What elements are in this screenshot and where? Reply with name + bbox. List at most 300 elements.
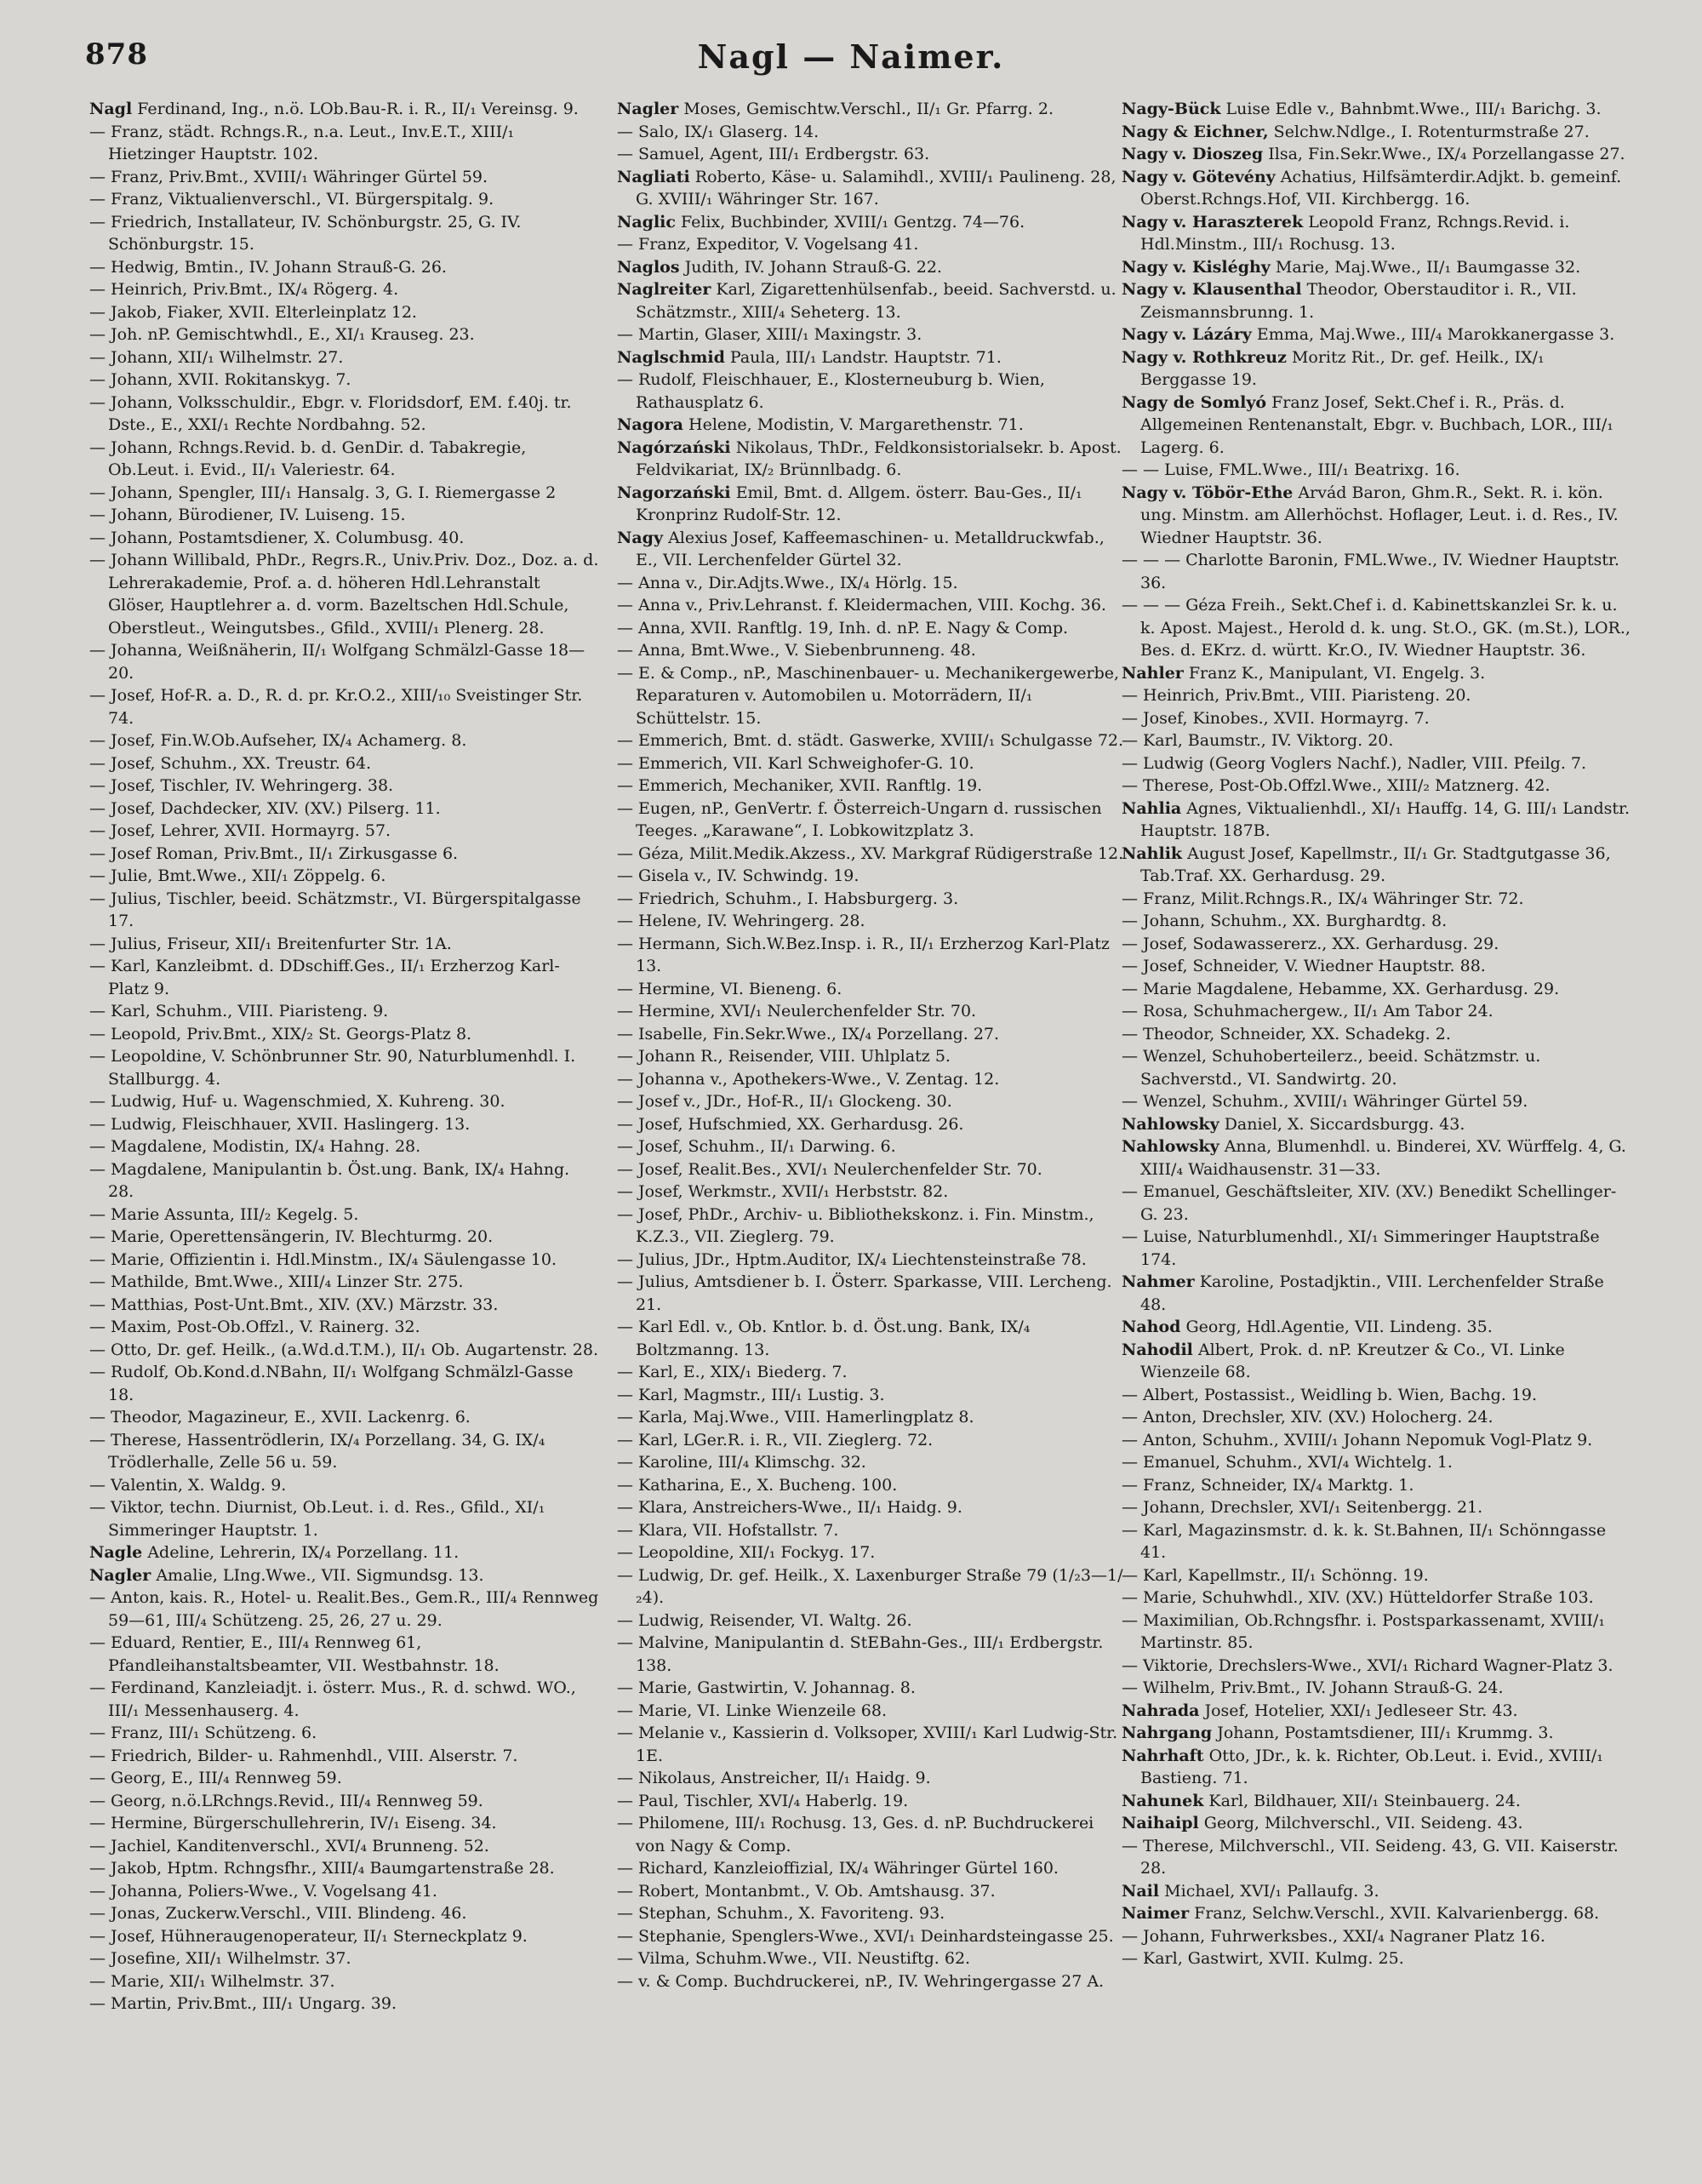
entry-text: — Nikolaus, Anstreicher, II/₁ Haidg. 9. — [617, 1769, 931, 1787]
entry-text: — Josef, Werkmstr., XVII/₁ Herbststr. 82. — [617, 1182, 949, 1201]
entry-surname: Nagy v. Götevény — [1122, 167, 1276, 186]
entry-text: Moses, Gemischtw.Verschl., II/₁ Gr. Pfarrg. 2. — [683, 100, 1054, 118]
entry-text: — Marie Assunta, III/₂ Kegelg. 5. — [89, 1204, 359, 1224]
entry-text: — Rudolf, Fleischhauer, E., Klosterneuburg b. Wien, Rathausplatz 6. — [617, 370, 1045, 412]
entry-text: — Heinrich, Priv.Bmt., IX/₄ Rögerg. 4. — [89, 280, 399, 299]
entry-text: Arvád Baron, Ghm.R., Sekt. R. i. kön. ung. Minstm. am Allerhöchst. Hoflager, Leut. i. d. Res., IV. Wiedner Hauptstr. 36. — [1140, 483, 1619, 547]
directory-entry — [89, 1857, 600, 1880]
directory-entry — [1122, 1677, 1632, 1700]
entry-text: — Johann, Rchngs.Revid. b. d. GenDir. d. Tabakregie, Ob.Leut. i. Evid., II/₁ Valeriestr. 64. — [89, 437, 527, 479]
entry-text: Albert, Prok. d. nP. Kreutzer & Co., VI. Linke Wienzeile 68. — [1140, 1340, 1565, 1381]
entry-text: — Philomene, III/₁ Rochusg. 13, Ges. d. nP. Buchdruckerei von Nagy & Comp. — [617, 1814, 1094, 1855]
entry-text: — Franz, III/₁ Schützeng. 6. — [89, 1724, 317, 1742]
directory-entry — [1122, 1722, 1632, 1745]
entry-text: Karoline, Postadjktin., VIII. Lerchenfelder Straße 48. — [1140, 1272, 1604, 1314]
entry-text: Anna, Blumenhdl. u. Binderei, XV. Würffelg. 4, G. XIII/₄ Waidhausenstr. 31—33. — [1140, 1137, 1626, 1179]
directory-entry — [617, 98, 1128, 121]
entry-text: — Josefine, XII/₁ Wilhelmstr. 37. — [89, 1949, 351, 1968]
directory-entry — [1122, 278, 1632, 323]
directory-entry — [89, 323, 600, 346]
directory-entry — [89, 1474, 600, 1497]
entry-surname: Naglschmid — [617, 347, 725, 367]
directory-entry — [617, 572, 1128, 595]
entry-text: — Georg, n.ö.LRchngs.Revid., III/₄ Rennweg 59. — [89, 1791, 483, 1810]
entry-text: Emma, Maj.Wwe., III/₄ Marokkanergasse 3. — [1256, 325, 1615, 344]
directory-entry — [1122, 1090, 1632, 1113]
entry-text: — Mathilde, Bmt.Wwe., XIII/₄ Linzer Str. 275. — [89, 1272, 464, 1291]
directory-entry — [89, 1113, 600, 1136]
directory-entry — [1122, 1226, 1632, 1271]
entry-text: — E. & Comp., nP., Maschinenbauer- u. Mechanikergewerbe, Reparaturen v. Automobilen u. Motorrädern, II/₁ Schüttelstr. 15. — [617, 663, 1120, 728]
directory-entry — [1122, 729, 1632, 752]
entry-text: Helene, Modistin, V. Margarethenstr. 71. — [688, 415, 1024, 434]
directory-entry — [1122, 1429, 1632, 1452]
directory-entry — [89, 98, 600, 121]
entry-text: — Paul, Tischler, XVI/₄ Haberlg. 19. — [617, 1791, 909, 1810]
directory-entry — [89, 1925, 600, 1948]
directory-entry — [89, 1496, 600, 1541]
directory-entry — [617, 369, 1128, 414]
directory-entry — [617, 256, 1128, 279]
directory-entry — [1122, 1406, 1632, 1429]
directory-entry — [1122, 775, 1632, 798]
directory-entry — [89, 346, 600, 369]
directory-entry — [617, 211, 1128, 234]
entry-text: — Julius, Tischler, beeid. Schätzmstr., VI. Bürgerspitalgasse 17. — [89, 889, 581, 930]
directory-entry — [617, 233, 1128, 256]
entry-text: — Leopold, Priv.Bmt., XIX/₂ St. Georgs-Platz 8. — [89, 1024, 472, 1043]
directory-entry — [617, 121, 1128, 144]
entry-surname: Nagy v. Dioszeg — [1122, 145, 1264, 163]
entry-text: — Anton, Drechsler, XIV. (XV.) Holocherg. 24. — [1122, 1408, 1494, 1426]
entry-text: — Karl, LGer.R. i. R., VII. Zieglerg. 72. — [617, 1430, 934, 1449]
entry-text: — Marie, VI. Linke Wienzeile 68. — [617, 1701, 887, 1720]
directory-entry — [89, 1677, 600, 1722]
entry-surname: Nahodil — [1122, 1340, 1193, 1359]
entry-text: Franz, Selchw.Verschl., XVII. Kalvarienbergg. 68. — [1194, 1904, 1600, 1923]
entry-text: — Hermann, Sich.W.Bez.Insp. i. R., II/₁ Erzherzog Karl-Platz 13. — [617, 934, 1110, 975]
entry-text: — Franz, Viktualienverschl., VI. Bürgerspitalg. 9. — [89, 190, 494, 209]
entry-text: — Eduard, Rentier, E., III/₄ Rennweg 61, Pfandleihanstaltsbeamter, VII. Westbahnstr. 18. — [89, 1633, 500, 1675]
entry-text: — Therese, Post-Ob.Offzl.Wwe., XIII/₂ Matznerg. 42. — [1122, 776, 1551, 795]
directory-entry — [89, 1023, 600, 1046]
directory-entry — [1122, 1135, 1632, 1181]
directory-entry — [1122, 910, 1632, 933]
directory-entry — [89, 1587, 600, 1632]
directory-entry — [89, 1000, 600, 1023]
entry-text: — Robert, Montanbmt., V. Ob. Amtshausg. 37. — [617, 1881, 996, 1901]
entry-text: — Viktorie, Drechslers-Wwe., XVI/₁ Richard Wagner-Platz 3. — [1122, 1655, 1613, 1675]
entry-surname: Nagy v. Lázáry — [1122, 325, 1252, 344]
entry-surname: Nahod — [1122, 1318, 1181, 1336]
entry-text: — Maximilian, Ob.Rchngsfhr. i. Postsparkassenamt, XVIII/₁ Martinstr. 85. — [1122, 1610, 1605, 1652]
directory-entry — [1122, 1496, 1632, 1519]
directory-entry — [89, 820, 600, 843]
entry-text: — Hermine, XVI/₁ Neulerchenfelder Str. 70. — [617, 1002, 977, 1021]
entry-text: — Josef, Lehrer, XVII. Hormayrg. 57. — [89, 821, 391, 840]
entry-text: Adeline, Lehrerin, IX/₄ Porzellang. 11. — [147, 1543, 460, 1562]
entry-text: — Johann, Schuhm., XX. Burghardtg. 8. — [1122, 912, 1448, 930]
entry-text: — Josef, Schneider, V. Wiedner Hauptstr. 88. — [1122, 957, 1486, 975]
directory-entry — [617, 1767, 1128, 1790]
directory-entry — [617, 1068, 1128, 1091]
entry-text: — Emmerich, VII. Karl Schweighofer-G. 10. — [617, 753, 974, 773]
entry-surname: Nagy v. Haraszterek — [1122, 212, 1304, 232]
entry-text: — Johann, Drechsler, XVI/₁ Seitenbergg. 21. — [1122, 1498, 1483, 1517]
entry-text: — Johann, Postamtsdiener, X. Columbusg. 40. — [89, 528, 465, 547]
directory-entry — [1122, 1745, 1632, 1790]
directory-entry — [89, 482, 600, 505]
entry-text: — Emanuel, Geschäftsleiter, XIV. (XV.) Benedikt Schellinger-G. 23. — [1122, 1182, 1617, 1224]
directory-entry — [617, 1812, 1128, 1857]
entry-text: — Emmerich, Bmt. d. städt. Gaswerke, XVIII/₁ Schulgasse 72. — [617, 731, 1124, 750]
directory-entry — [1122, 211, 1632, 256]
entry-text: Otto, JDr., k. k. Richter, Ob.Leut. i. Evid., XVIII/₁ Bastieng. 71. — [1140, 1746, 1603, 1787]
directory-entry — [1122, 1271, 1632, 1316]
entry-text: — Anna v., Priv.Lehranst. f. Kleidermachen, VIII. Kochg. 36. — [617, 596, 1106, 615]
directory-entry — [89, 684, 600, 729]
directory-entry — [617, 1970, 1128, 1993]
entry-text: — Katharina, E., X. Bucheng. 100. — [617, 1475, 898, 1495]
directory-entry — [89, 843, 600, 866]
entry-surname: Nagler — [617, 100, 679, 118]
entry-text: Nikolaus, ThDr., Feldkonsistorialsekr. b. Apost. Feldvikariat, IX/₂ Brünnlbadg. 6. — [636, 437, 1122, 479]
entry-text: — Friedrich, Bilder- u. Rahmenhdl., VIII. Alserstr. 7. — [89, 1746, 518, 1765]
directory-entry — [1122, 1000, 1632, 1023]
directory-entry — [617, 1541, 1128, 1564]
directory-entry — [617, 143, 1128, 166]
entry-text: — Franz, Schneider, IX/₄ Marktg. 1. — [1122, 1475, 1414, 1495]
entry-text: — v. & Comp. Buchdruckerei, nP., IV. Wehringergasse 27 A. — [617, 1971, 1105, 1991]
directory-entry — [617, 1271, 1128, 1316]
entry-surname: Nagórzański — [617, 437, 731, 457]
entry-text: — Josef Roman, Priv.Bmt., II/₁ Zirkusgasse 6. — [89, 843, 459, 863]
entry-text: — Karl, Magazinsmstr. d. k. k. St.Bahnen, II/₁ Schönngasse 41. — [1122, 1520, 1607, 1562]
directory-entry — [1122, 1384, 1632, 1407]
directory-entry — [1122, 662, 1632, 685]
entry-text: Franz Josef, Sekt.Chef i. R., Präs. d. Allgemeinen Rentenanstalt, Ebgr. v. Buchbach, LOR., III/₁ Lagerg. 6. — [1140, 392, 1613, 457]
directory-entry — [617, 166, 1128, 211]
directory-entry — [89, 1902, 600, 1925]
entry-text: — Karl, Magmstr., III/₁ Lustig. 3. — [617, 1385, 885, 1404]
page-number: 878 — [85, 37, 148, 71]
entry-surname: Nahlowsky — [1122, 1114, 1219, 1134]
entry-text: — Anton, Schuhm., XVIII/₁ Johann Nepomuk Vogl-Platz 9. — [1122, 1430, 1593, 1449]
entry-text: Michael, XVI/₁ Pallaufg. 3. — [1164, 1881, 1379, 1901]
entry-surname: Naimer — [1122, 1904, 1190, 1923]
entry-text: Karl, Bildhauer, XII/₁ Steinbauerg. 24. — [1208, 1791, 1521, 1810]
entry-text: — Johann Willibald, PhDr., Regrs.R., Univ.Priv. Doz., Doz. a. d. Lehrerakademie, Prof. a. d. höheren Hdl.Lehranstalt Glöser, Hauptlehrer a. d. vorm. Bazeltschen Hdl.Schule, Oberstleut., Weingutsbes., Gfild., XVIII/₁ Plenerg. 28. — [89, 551, 599, 637]
directory-entry — [617, 1790, 1128, 1813]
entry-text: — Richard, Kanzleioffizial, IX/₄ Währinger Gürtel 160. — [617, 1859, 1059, 1878]
entry-text: — Theodor, Schneider, XX. Schadekg. 2. — [1122, 1024, 1451, 1043]
entry-text: — Josef, Realit.Bes., XVI/₁ Neulerchenfelder Str. 70. — [617, 1159, 1042, 1179]
entry-text: — Josef, Schuhm., II/₁ Darwing. 6. — [617, 1137, 896, 1156]
directory-entry — [1122, 1880, 1632, 1903]
directory-entry — [617, 1249, 1128, 1272]
directory-entry — [617, 1519, 1128, 1542]
entry-text: Ferdinand, Ing., n.ö. LOb.Bau-R. i. R., II/₁ Vereinsg. 9. — [137, 100, 579, 118]
directory-entry — [617, 1023, 1128, 1046]
entry-text: — Johann R., Reisender, VIII. Uhlplatz 5. — [617, 1047, 951, 1066]
directory-entry — [1122, 933, 1632, 956]
directory-entry — [1122, 1835, 1632, 1880]
entry-text: — Magdalene, Modistin, IX/₄ Hahng. 28. — [89, 1137, 421, 1156]
directory-entry — [617, 278, 1128, 323]
entry-text: — Wenzel, Schuhoberteilerz., beeid. Schätzmstr. u. Sachverstd., VI. Sandwirtg. 20. — [1122, 1047, 1541, 1089]
entry-surname: Nagle — [89, 1543, 143, 1562]
entry-surname: Nahmer — [1122, 1272, 1195, 1291]
entry-text: — Matthias, Post-Unt.Bmt., XIV. (XV.) Märzstr. 33. — [89, 1295, 499, 1314]
entry-text: — Emanuel, Schuhm., XVI/₄ Wichtelg. 1. — [1122, 1453, 1453, 1472]
directory-entry — [617, 639, 1128, 662]
directory-entry — [89, 1406, 600, 1429]
entry-surname: Nahrada — [1122, 1701, 1200, 1720]
entry-text: — Ludwig, Huf- u. Wagenschmied, X. Kuhreng. 30. — [89, 1092, 505, 1111]
entry-text: — Marie, Operettensängerin, IV. Blechturmg. 20. — [89, 1227, 494, 1246]
directory-entry — [617, 594, 1128, 617]
entry-text: Johann, Postamtsdiener, III/₁ Krummg. 3. — [1217, 1724, 1554, 1742]
entry-text: — Viktor, techn. Diurnist, Ob.Leut. i. d. Res., Gfild., XI/₁ Simmeringer Hauptstr. 1. — [89, 1498, 545, 1540]
directory-entry — [617, 1113, 1128, 1136]
entry-text: — Malvine, Manipulantin d. StEBahn-Ges., III/₁ Erdbergstr. 138. — [617, 1633, 1104, 1675]
directory-entry — [1122, 1045, 1632, 1090]
entry-text: — Anna, Bmt.Wwe., V. Siebenbrunneng. 48. — [617, 641, 976, 660]
entry-text: — Julius, Friseur, XII/₁ Breitenfurter Str. 1A. — [89, 934, 452, 953]
directory-entry — [89, 256, 600, 279]
directory-entry — [1122, 1519, 1632, 1564]
directory-entry — [617, 1880, 1128, 1903]
entry-text: — Johanna v., Apothekers-Wwe., V. Zentag. 12. — [617, 1069, 1000, 1089]
entry-text: — Martin, Glaser, XIII/₁ Maxingstr. 3. — [617, 325, 922, 344]
directory-entry — [1122, 256, 1632, 279]
entry-surname: Nahlik — [1122, 843, 1183, 863]
entry-text: August Josef, Kapellmstr., II/₁ Gr. Stadtgutgasse 36, Tab.Traf. XX. Gerhardusg. 29. — [1140, 843, 1611, 885]
directory-entry — [617, 888, 1128, 911]
entry-text: — Johann, XII/₁ Wilhelmstr. 27. — [89, 347, 344, 367]
entry-text: — Marie, Offizientin i. Hdl.Minstm., IX/₄ Säulengasse 10. — [89, 1249, 557, 1269]
directory-entry — [1122, 392, 1632, 460]
entry-text: — Johanna, Weißnäherin, II/₁ Wolfgang Schmälzl-Gasse 18—20. — [89, 641, 585, 683]
directory-entry — [89, 752, 600, 775]
entry-text: Theodor, Oberstauditor i. R., VII. Zeismannsbrunng. 1. — [1140, 280, 1577, 322]
entry-text: — Franz, Expeditor, V. Vogelsang 41. — [617, 235, 919, 254]
directory-entry — [617, 1203, 1128, 1249]
entry-text: — Marie, XII/₁ Wilhelmstr. 37. — [89, 1971, 335, 1991]
directory-entry — [617, 1496, 1128, 1519]
entry-text: — Salo, IX/₁ Glaserg. 14. — [617, 122, 820, 141]
entry-surname: Nagler — [89, 1565, 151, 1585]
directory-entry — [617, 527, 1128, 572]
directory-entry — [89, 1812, 600, 1835]
directory-entry — [89, 121, 600, 166]
entry-text: — — — Géza Freih., Sekt.Chef i. d. Kabinettskanzlei Sr. k. u. k. Apost. Majest., Herold d. k. ung. St.O., GK. (m.St.), LOR., Bes. d. EKrz. d. württ. Kr.O., IV. Wiedner Hauptstr. 36. — [1122, 596, 1631, 660]
entry-text: — Ludwig, Fleischhauer, XVII. Haslingerg. 13. — [89, 1114, 471, 1134]
directory-entry — [617, 933, 1128, 978]
directory-entry — [617, 752, 1128, 775]
entry-text: — Therese, Milchverschl., VII. Seideng. 43, G. VII. Kaiserstr. 28. — [1122, 1836, 1619, 1878]
entry-text: — Otto, Dr. gef. Heilk., (a.Wd.d.T.M.), II/₁ Ob. Augartenstr. 28. — [89, 1340, 598, 1359]
directory-entry — [89, 188, 600, 211]
entry-text: Ilsa, Fin.Sekr.Wwe., IX/₄ Porzellangasse 27. — [1268, 145, 1625, 163]
entry-text: — Rosa, Schuhmachergew., II/₁ Am Tabor 24. — [1122, 1002, 1494, 1021]
directory-entry — [89, 1947, 600, 1970]
directory-entry — [1122, 888, 1632, 911]
entry-text: — Anton, kais. R., Hotel- u. Realit.Bes., Gem.R., III/₄ Rennweg 59—61, III/₄ Schützeng. 25, 26, 27 u. 29. — [89, 1588, 599, 1630]
column-1 — [89, 98, 600, 2149]
directory-entry — [1122, 1564, 1632, 1587]
directory-entry — [89, 527, 600, 550]
directory-entry — [1122, 121, 1632, 144]
entry-text: — Karl, Schuhm., VIII. Piaristeng. 9. — [89, 1002, 389, 1021]
directory-entry — [89, 1294, 600, 1317]
entry-text: — Georg, E., III/₄ Rennweg 59. — [89, 1769, 342, 1787]
directory-entry — [1122, 798, 1632, 843]
directory-entry — [1122, 98, 1632, 121]
entry-text: — Eugen, nP., GenVertr. f. Österreich-Ungarn d. russischen Teeges. „Karawane“, I. Lobkowitzplatz 3. — [617, 798, 1102, 840]
column-3 — [1122, 98, 1632, 2149]
entry-text: — Franz, Priv.Bmt., XVIII/₁ Währinger Gürtel 59. — [89, 167, 488, 186]
directory-entry — [617, 482, 1128, 527]
directory-entry — [617, 662, 1128, 730]
directory-entry — [617, 1045, 1128, 1068]
directory-entry — [1122, 1474, 1632, 1497]
directory-entry — [617, 617, 1128, 640]
directory-entry — [617, 1361, 1128, 1384]
entry-surname: Nagy-Bück — [1122, 100, 1221, 118]
directory-entry — [1122, 143, 1632, 166]
entry-text: — Josef, Tischler, IV. Wehringerg. 38. — [89, 776, 394, 795]
entry-text: — Josef, Hühneraugenoperateur, II/₁ Sterneckplatz 9. — [89, 1926, 528, 1946]
entry-text: — Ferdinand, Kanzleiadjt. i. österr. Mus., R. d. schwd. WO., III/₁ Messenhauserg. 4. — [89, 1678, 576, 1720]
entry-text: — Klara, Anstreichers-Wwe., II/₁ Haidg. 9. — [617, 1498, 962, 1517]
entry-text: Franz K., Manipulant, VI. Engelg. 3. — [1188, 663, 1486, 683]
entry-text: — Julie, Bmt.Wwe., XII/₁ Zöppelg. 6. — [89, 866, 386, 885]
running-head: Nagl — Naimer. — [697, 37, 1005, 76]
entry-text: — Hermine, VI. Bieneng. 6. — [617, 979, 842, 998]
entry-surname: Nahlia — [1122, 798, 1182, 818]
entry-text: — Anna, XVII. Ranftlg. 19, Inh. d. nP. E. Nagy & Comp. — [617, 618, 1069, 637]
directory-entry — [617, 1406, 1128, 1429]
entry-text: — Valentin, X. Waldg. 9. — [89, 1475, 287, 1495]
entry-text: — Hermine, Bürgerschullehrerin, IV/₁ Eiseng. 34. — [89, 1814, 497, 1832]
column-2 — [617, 98, 1128, 2149]
entry-text: — Luise, Naturblumenhdl., XI/₁ Simmeringer Hauptstraße 174. — [1122, 1227, 1600, 1269]
entry-text: — Gisela v., IV. Schwindg. 19. — [617, 866, 860, 885]
entry-text: — Friedrich, Schuhm., I. Habsburgerg. 3. — [617, 889, 959, 908]
directory-entry — [1122, 1609, 1632, 1655]
entry-text: — Vilma, Schuhm.Wwe., VII. Neustiftg. 62. — [617, 1949, 971, 1968]
directory-entry — [617, 1474, 1128, 1497]
entry-text: Felix, Buchbinder, XVIII/₁ Gentzg. 74—76. — [681, 212, 1025, 232]
directory-entry — [89, 1361, 600, 1406]
directory-entry — [89, 775, 600, 798]
directory-entry — [617, 1384, 1128, 1407]
directory-entry — [89, 1722, 600, 1745]
directory-entry — [89, 798, 600, 820]
entry-surname: Nagl — [89, 100, 133, 118]
entry-text: — Karla, Maj.Wwe., VIII. Hamerlingplatz 8. — [617, 1408, 974, 1426]
entry-text: — Géza, Milit.Medik.Akzess., XV. Markgraf Rüdigerstraße 12. — [617, 843, 1124, 863]
entry-text: — Stephan, Schuhm., X. Favoriteng. 93. — [617, 1904, 945, 1923]
directory-entry — [617, 1609, 1128, 1632]
directory-entry — [89, 1339, 600, 1362]
entry-text: — Ludwig, Reisender, VI. Waltg. 26. — [617, 1610, 912, 1630]
entry-text: — Marie Magdalene, Hebamme, XX. Gerhardusg. 29. — [1122, 979, 1560, 998]
entry-text: Daniel, X. Siccardsburgg. 43. — [1224, 1114, 1465, 1134]
directory-entry — [617, 1722, 1128, 1767]
directory-entry — [89, 1632, 600, 1677]
directory-entry — [617, 1700, 1128, 1723]
entry-text: — Friedrich, Installateur, IV. Schönburgstr. 25, G. IV. Schönburgstr. 15. — [89, 212, 522, 254]
entry-text: Karl, Zigarettenhülsenfab., beeid. Sachverstd. u. Schätzmstr., XIII/₄ Seheterg. 13. — [636, 280, 1117, 322]
entry-surname: Nagorzański — [617, 483, 731, 502]
directory-entry — [1122, 1023, 1632, 1046]
entry-text: — Josef, PhDr., Archiv- u. Bibliothekskonz. i. Fin. Minstm., K.Z.3., VII. Zieglerg. 79. — [617, 1204, 1094, 1246]
entry-text: — Albert, Postassist., Weidling b. Wien, Bachg. 19. — [1122, 1385, 1538, 1404]
directory-entry — [89, 549, 600, 639]
directory-entry — [1122, 978, 1632, 1001]
entry-text: — Jachiel, Kanditenverschl., XVI/₄ Brunneng. 52. — [89, 1836, 489, 1855]
entry-text: — — — Charlotte Baronin, FML.Wwe., IV. Wiedner Hauptstr. 36. — [1122, 551, 1619, 592]
directory-entry — [1122, 707, 1632, 730]
entry-text: — Josef, Hufschmied, XX. Gerhardusg. 26. — [617, 1114, 964, 1134]
directory-entry — [89, 1767, 600, 1790]
directory-entry — [1122, 1451, 1632, 1474]
entry-text: — Julius, JDr., Hptm.Auditor, IX/₄ Liechtensteinstraße 78. — [617, 1249, 1087, 1269]
directory-entry — [89, 166, 600, 189]
directory-entry — [617, 1316, 1128, 1361]
entry-surname: Nagy v. Rothkreuz — [1122, 347, 1287, 367]
directory-entry — [89, 933, 600, 956]
directory-entry — [617, 1925, 1128, 1948]
directory-entry — [617, 1632, 1128, 1677]
directory-entry — [1122, 482, 1632, 550]
entry-text: — Jonas, Zuckerw.Verschl., VIII. Blindeng. 46. — [89, 1904, 467, 1923]
directory-entry — [1122, 346, 1632, 392]
directory-entry — [617, 729, 1128, 752]
entry-text: — Martin, Priv.Bmt., III/₁ Ungarg. 39. — [89, 1994, 397, 2013]
directory-entry — [89, 211, 600, 256]
directory-entry — [1122, 549, 1632, 594]
directory-entry — [617, 1677, 1128, 1700]
directory-entry — [89, 1745, 600, 1768]
directory-entry — [617, 865, 1128, 888]
directory-entry — [89, 1135, 600, 1158]
entry-text: — Ludwig, Dr. gef. Heilk., X. Laxenburger Straße 79 (1/₂3—1/₂4). — [617, 1565, 1123, 1607]
entry-text: — Marie, Gastwirtin, V. Johannag. 8. — [617, 1678, 916, 1697]
entry-surname: Nagliati — [617, 167, 690, 186]
directory-entry — [89, 369, 600, 392]
entry-surname: Nail — [1122, 1881, 1160, 1901]
entry-surname: Nagy v. Töbör-Ethe — [1122, 483, 1294, 502]
entry-text: Amalie, LIng.Wwe., VII. Sigmundsg. 13. — [156, 1565, 484, 1585]
entry-text: — Stephanie, Spenglers-Wwe., XVI/₁ Deinhardsteingasse 25. — [617, 1926, 1114, 1946]
entry-text: — Leopoldine, V. Schönbrunner Str. 90, Naturblumenhdl. I. Stallburgg. 4. — [89, 1047, 576, 1089]
entry-text: — Rudolf, Ob.Kond.d.NBahn, II/₁ Wolfgang Schmälzl-Gasse 18. — [89, 1363, 574, 1404]
entry-text: — Karl, E., XIX/₁ Biederg. 7. — [617, 1363, 848, 1381]
entry-text: Moritz Rit., Dr. gef. Heilk., IX/₁ Berggasse 19. — [1140, 347, 1545, 389]
entry-text: Emil, Bmt. d. Allgem. österr. Bau-Ges., II/₁ Kronprinz Rudolf-Str. 12. — [636, 483, 1082, 524]
entry-text: — Marie, Schuhwhdl., XIV. (XV.) Hütteldorfer Straße 103. — [1122, 1588, 1594, 1607]
entry-surname: Naglic — [617, 212, 676, 232]
directory-entry — [89, 1541, 600, 1564]
directory-entry — [89, 392, 600, 437]
directory-entry — [89, 1970, 600, 1993]
entry-surname: Naihaipl — [1122, 1814, 1199, 1832]
entry-text: — Wilhelm, Priv.Bmt., IV. Johann Strauß-G. 24. — [1122, 1678, 1504, 1697]
entry-surname: Naglos — [617, 257, 680, 277]
